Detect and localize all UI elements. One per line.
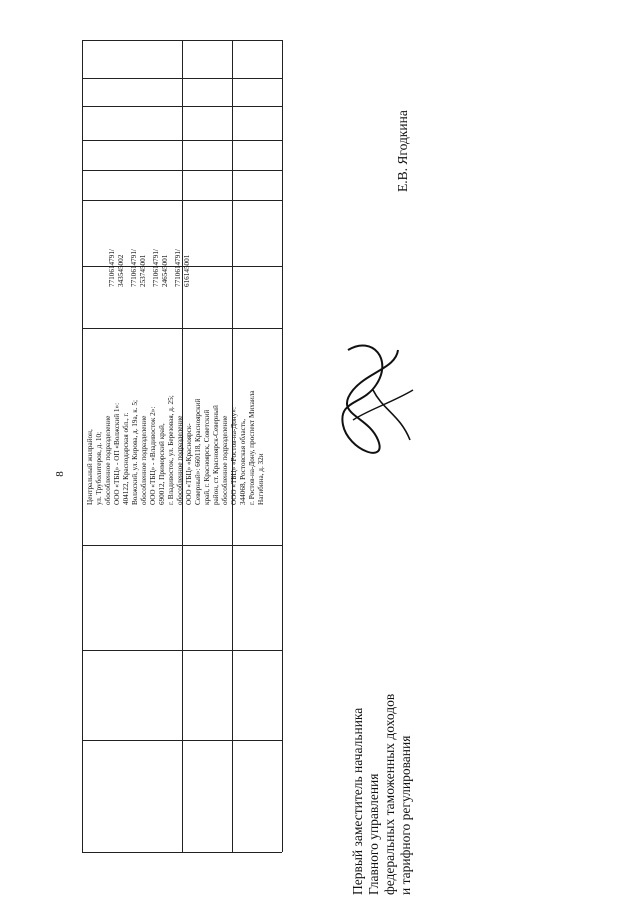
table-border-right [282, 40, 283, 852]
signature-title-line: Первый заместитель начальника [350, 707, 365, 895]
handwritten-signature [318, 330, 418, 480]
page-number: 8 [53, 471, 66, 477]
addresses-cell: Центральный жилрайон, ул. Труболитеров, д. 10; обособленное подразделение ООО «ТБЦ» - ОП «Волжский 1»: 404122, Краснодарская обл., г. Волжский, ул. Кирова, д. 19а, к. 5; обособленное подразделение ООО «ТБЦ» - «Владивосток 2»: 690012, Приморский край, г. Владивосток, ул. Березовая, д. 25; обособленное подразделение ООО «ТБЦ» «Красноярск- Северный»: 660118, Красноярский край, г. Красноярск, Советский район, ст. Красноярск-Северный обособленное подразделение ООО «ТБЦ» «Ростов-на-Дону»: 344068, Ростовская область, г. Ростов-на-Дону, проспект Михаила Нагибина, д. 32и [86, 390, 265, 505]
inn-kpp-entry: 7710614791/ 253745001 [130, 249, 147, 287]
inn-kpp-entry: 7710614791/ 616145001 [174, 249, 191, 287]
signature-title-line: Главного управления [366, 773, 381, 895]
signatory-name: Е.В. Ягодкина [395, 110, 410, 192]
signature-title-block [350, 655, 414, 895]
table-border-left [82, 40, 83, 852]
inn-kpp-entry: 7710614791/ 246545001 [152, 249, 169, 287]
signature-title-line: федеральных таможенных доходов [382, 693, 397, 895]
inn-kpp-entry: 7710614791/ 343545002 [108, 249, 125, 287]
table-border-bottom [82, 852, 282, 853]
signature-title-line: и тарифного регулирования [398, 735, 413, 895]
